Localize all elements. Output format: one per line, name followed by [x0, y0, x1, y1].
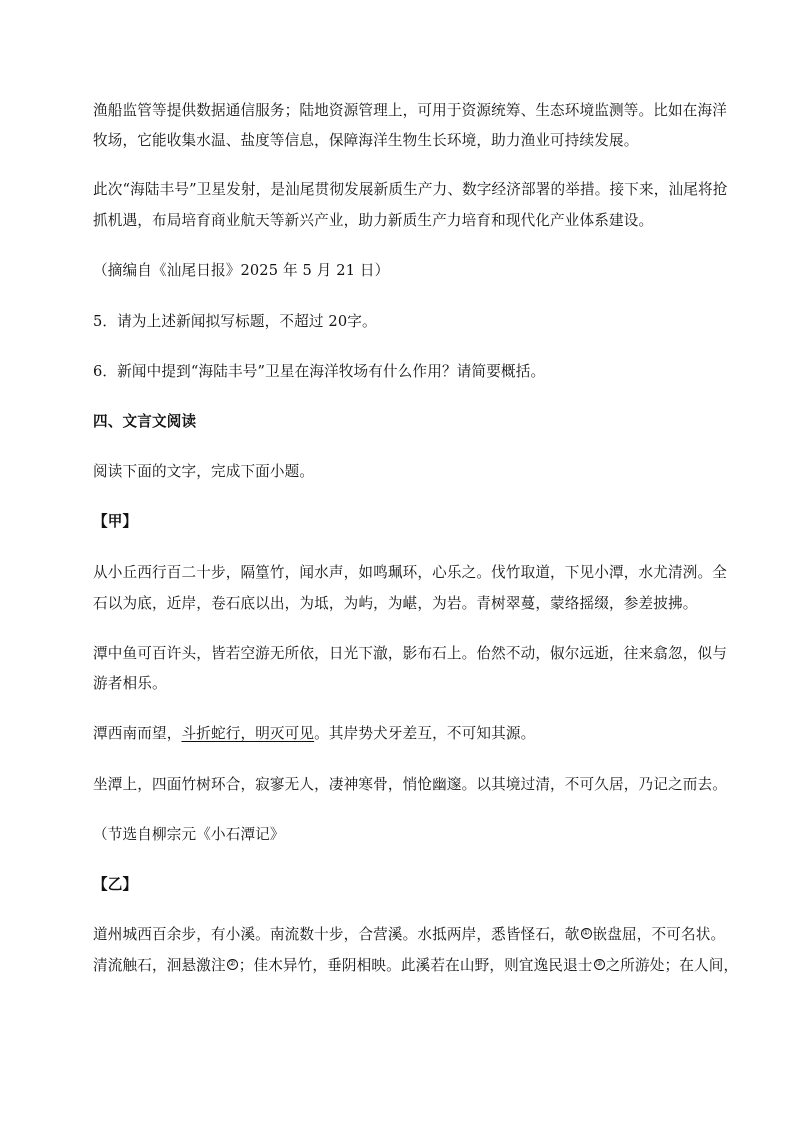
question-5: 5．请为上述新闻拟写标题，不超过 20字。: [93, 313, 377, 330]
text-segment: ；佳木异竹，垂阴相映。此溪若在山野，则宜逸民退士: [238, 957, 593, 974]
passage-source: （节选自柳宗元《小石潭记》: [93, 826, 285, 843]
footnote-marker: ②: [228, 959, 236, 968]
classical-paragraph-line: 坐潭上，四面竹树环合，寂寥无人，凄神寒骨，悄怆幽邃。以其境过清，不可久居，乃记之而去。: [93, 776, 727, 793]
classical-paragraph-line: 潭中鱼可百许头，皆若空游无所依，日光下澈，影布石上。佁然不动，俶尔远逝，往来翕忽，似与: [93, 645, 727, 662]
text-segment: 潭西南而望，: [93, 725, 182, 742]
footnote-marker: ③: [595, 959, 603, 968]
classical-paragraph-line: 游者相乐。: [93, 675, 167, 692]
text-segment: 清流触石，洄悬激注: [93, 957, 226, 974]
classical-paragraph-line: [93, 724, 713, 744]
classical-paragraph-line: 石以为底，近岸，卷石底以出，为坻，为屿，为嵁，为岩。青树翠蔓，蒙络摇缀，参差披拂。: [93, 595, 698, 612]
text-segment: 道州城西百余步，有小溪。南流数十步，合营溪。水抵两岸，悉皆怪石，欹: [93, 926, 580, 943]
passage-label-yi: 【乙】: [93, 876, 138, 893]
classical-paragraph-line: [93, 925, 726, 945]
text-segment: 。其岸势犬牙差互，不可知其源。: [314, 725, 536, 742]
underlined-phrase: 斗折蛇行，明灭可见: [181, 725, 315, 742]
section-heading: 四、文言文阅读: [93, 413, 197, 430]
news-paragraph-line: 此次“海陆丰号”卫星发射，是汕尾贯彻发展新质生产力、数字经济部署的举措。接下来，汕尾将抢: [93, 181, 728, 198]
classical-paragraph-line: 从小丘西行百二十步，隔篁竹，闻水声，如鸣珮环，心乐之。伐竹取道，下见小潭，水尤清洌。全: [93, 564, 727, 581]
news-source: （摘编自《汕尾日报》2025 年 5 月 21 日）: [93, 262, 390, 279]
section-instruction: 阅读下面的文字，完成下面小题。: [93, 463, 315, 480]
news-paragraph-line: 抓机遇，布局培育商业航天等新兴产业，助力新质生产力培育和现代化产业体系建设。: [93, 212, 654, 229]
text-segment: 之所游处；在人间，: [605, 957, 739, 974]
question-6: 6．新闻中提到“海陆丰号”卫星在海洋牧场有什么作用？请简要概括。: [93, 363, 546, 380]
classical-paragraph-line: [93, 956, 739, 976]
news-paragraph-line: 牧场，它能收集水温、盐度等信息，保障海洋生物生长环境，助力渔业可持续发展。: [93, 132, 639, 149]
news-paragraph-line: 渔船监管等提供数据通信服务；陆地资源管理上，可用于资源统筹、生态环境监测等。比如在海洋: [93, 102, 727, 119]
text-segment: 嵌盘屈，不可名状。: [592, 926, 726, 943]
footnote-marker: ①: [582, 928, 590, 937]
passage-label-jia: 【甲】: [93, 513, 138, 530]
